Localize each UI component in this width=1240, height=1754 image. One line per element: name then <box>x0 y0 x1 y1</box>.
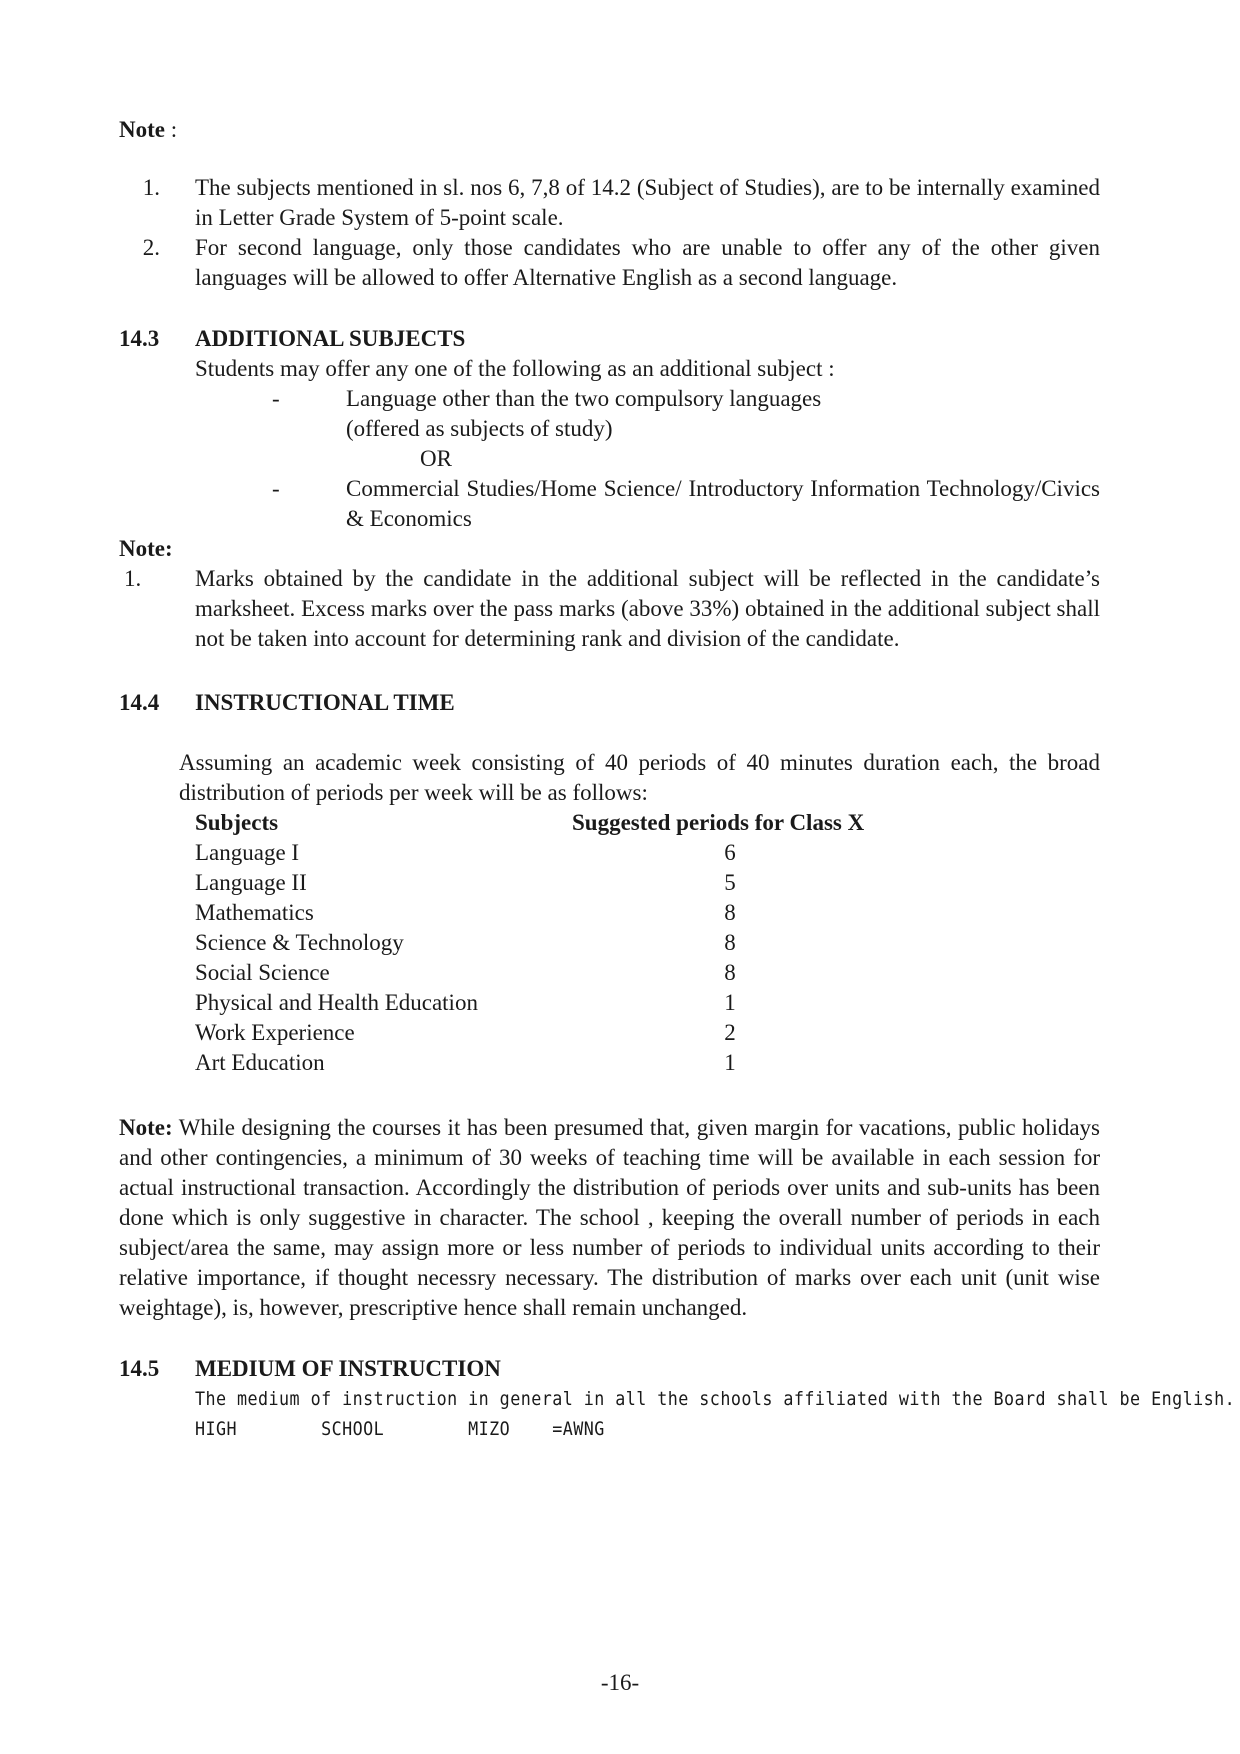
option-text: Language other than the two compulsory languages <box>346 386 822 411</box>
note-label: Note: <box>119 1115 173 1140</box>
table-cell-periods: 1 <box>724 990 736 1015</box>
note-label: Note <box>119 117 165 142</box>
table-cell-periods: 8 <box>724 900 736 925</box>
list-dash: - <box>272 386 280 411</box>
table-cell-subject: Social Science <box>195 960 330 985</box>
table-row <box>195 868 895 898</box>
table-row <box>195 1048 895 1078</box>
note-colon: : <box>164 117 178 142</box>
note-label: Note: <box>119 536 173 561</box>
section-title: MEDIUM OF INSTRUCTION <box>195 1356 501 1381</box>
list-dash: - <box>272 476 280 501</box>
note-item-text: The subjects mentioned in sl. nos 6, 7,8 of 14.2 (Subject of Studies), are to be internally examined in Letter Grade System of 5-point scale. <box>195 175 1100 230</box>
garbled-text: HIGH SCHOOL MIZO =AWNG <box>195 1418 605 1440</box>
table-row <box>195 838 895 868</box>
table-cell-periods: 6 <box>724 840 736 865</box>
table-cell-periods: 8 <box>724 960 736 985</box>
table-cell-periods: 1 <box>724 1050 736 1075</box>
section-title: INSTRUCTIONAL TIME <box>195 690 455 715</box>
table-row <box>195 988 895 1018</box>
note-item-number: 2. <box>142 235 160 260</box>
option-text: (offered as subjects of study) <box>346 416 613 441</box>
table-cell-subject: Language II <box>195 870 307 895</box>
section-intro: Students may offer any one of the following as an additional subject : <box>195 356 835 381</box>
table-cell-subject: Work Experience <box>195 1020 355 1045</box>
option-text: Commercial Studies/Home Science/ Introductory Information Technology/Civics & Economics <box>346 476 1100 531</box>
table-cell-periods: 5 <box>724 870 736 895</box>
table-cell-subject: Language I <box>195 840 300 865</box>
section-number: 14.5 <box>119 1356 160 1381</box>
note-text: While designing the courses it has been presumed that, given margin for vacations, public holidays and other contingencies, a minimum of 30 weeks of teaching time will be available in each session for actual instructional transaction. Accordingly the distribution of periods over units and sub-units has been done which is only suggestive in character. The school , keeping the overall number of periods in each subject/area the same, may assign more or less number of periods to individual units according to their relative importance, if thought necessry necessary. The distribution of marks over each unit (unit wise weightage), is, however, prescriptive hence shall remain unchanged. <box>119 1115 1100 1320</box>
table-row <box>195 1018 895 1048</box>
section-intro: Assuming an academic week consisting of 40 periods of 40 minutes duration each, the broad distribution of periods per week will be as follows: <box>179 750 1100 805</box>
table-row <box>195 958 895 988</box>
table-cell-subject: Physical and Health Education <box>195 990 478 1015</box>
table-cell-periods: 2 <box>724 1020 736 1045</box>
table-row <box>195 898 895 928</box>
or-text: OR <box>420 446 452 471</box>
table-cell-subject: Science & Technology <box>195 930 404 955</box>
note-item-number: 1. <box>124 566 142 591</box>
table-row <box>195 928 895 958</box>
note-paragraph <box>119 1113 1100 1323</box>
page-number: -16- <box>600 1670 640 1695</box>
section-number: 14.4 <box>119 690 160 715</box>
table-cell-subject: Art Education <box>195 1050 325 1075</box>
note-heading <box>119 115 177 145</box>
note-item-text: Marks obtained by the candidate in the additional subject will be reflected in the candidate’s marksheet. Excess marks over the pass marks (above 33%) obtained in the additional subject shall not be taken into account for determining rank and division of the candidate. <box>195 566 1100 651</box>
section-title: ADDITIONAL SUBJECTS <box>195 326 466 351</box>
table-cell-subject: Mathematics <box>195 900 314 925</box>
table-header-periods: Suggested periods for Class X <box>572 810 865 835</box>
note-item-number: 1. <box>142 175 160 200</box>
table-header-subject: Subjects <box>195 810 279 835</box>
note-item-text: For second language, only those candidates who are unable to offer any of the other given languages will be allowed to offer Alternative English as a second language. <box>195 235 1100 290</box>
medium-text: The medium of instruction in general in all the schools affiliated with the Board shall be English. <box>195 1388 1236 1410</box>
table-cell-periods: 8 <box>724 930 736 955</box>
section-number: 14.3 <box>119 326 160 351</box>
